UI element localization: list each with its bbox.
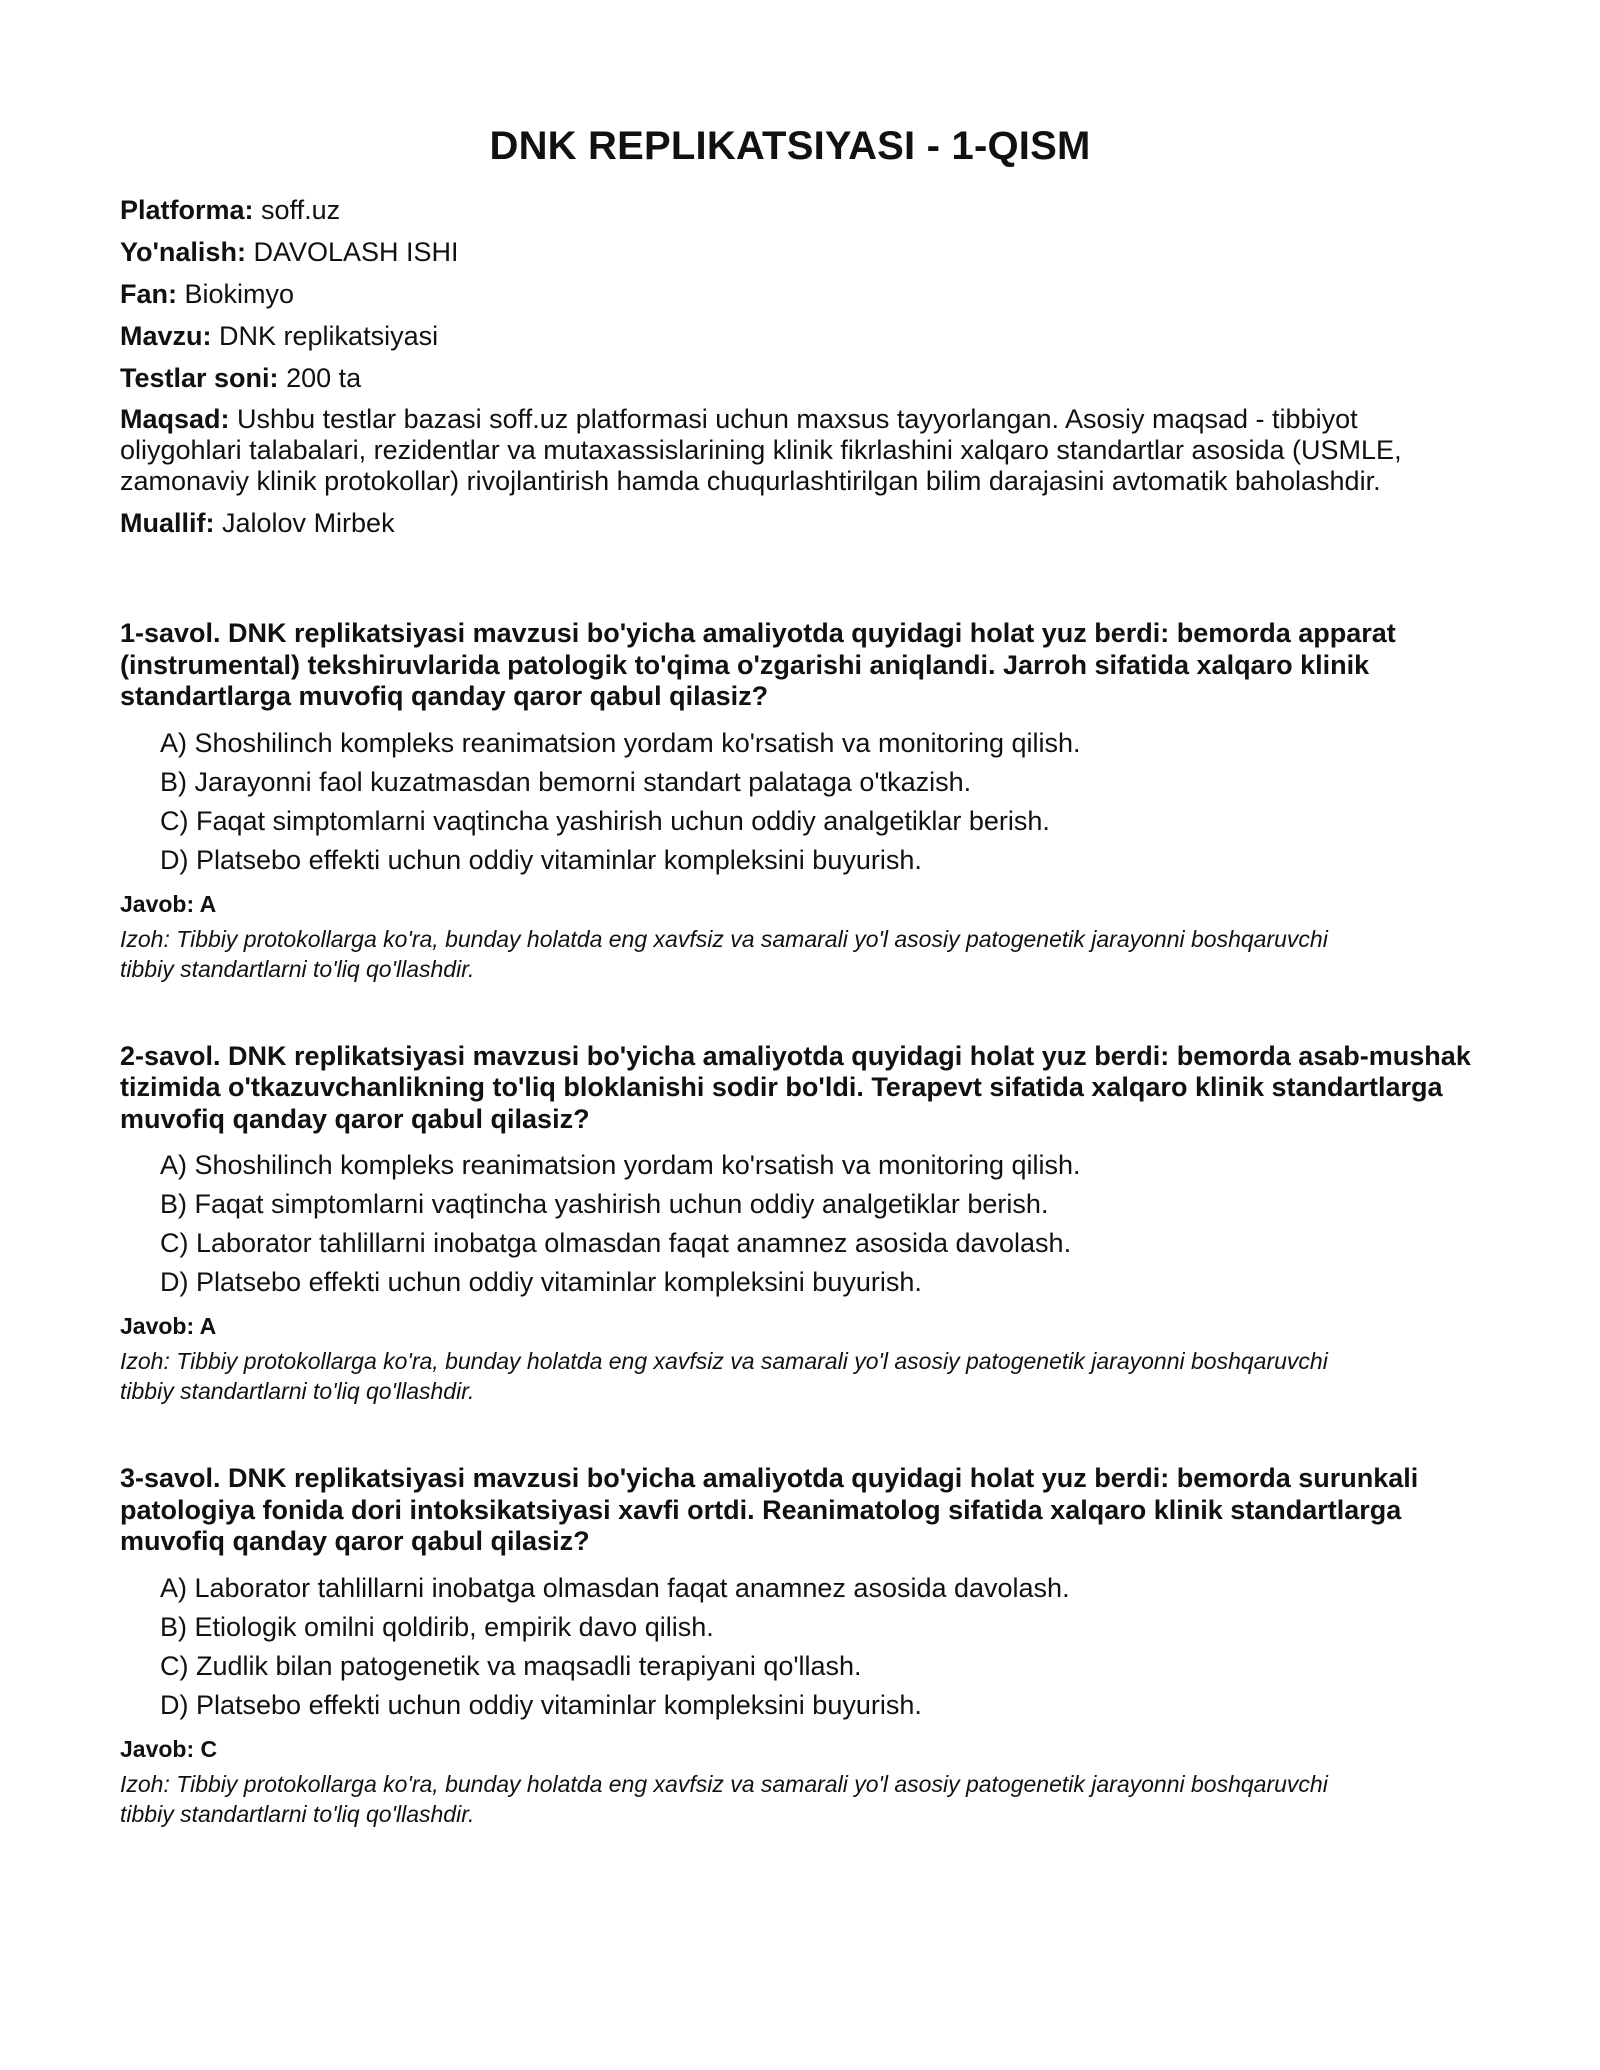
answer-label: Javob: A — [120, 890, 217, 917]
meta-label: Muallif: — [120, 508, 215, 538]
question-3 — [120, 1463, 1480, 1829]
meta-label: Testlar soni: — [120, 363, 279, 393]
meta-value: Biokimyo — [184, 279, 295, 309]
option-c: C) Zudlik bilan patogenetik va maqsadli terapiyani qo'llash. — [160, 1650, 862, 1681]
meta-value: soff.uz — [261, 195, 341, 225]
option-d: D) Platsebo effekti uchun oddiy vitaminlar kompleksini buyurish. — [160, 1267, 922, 1297]
meta-value: DAVOLASH ISHI — [253, 237, 459, 267]
question-list — [120, 618, 1480, 1829]
explanation-note: Izoh: Tibbiy protokollarga ko'ra, bunday holatda eng xavfsiz va samarali yo'l asosiy patogenetik jarayonni boshqaruvchi tibbiy standartlarni to'liq qo'llashdir. — [120, 1770, 1328, 1827]
question-1 — [120, 618, 1480, 984]
meta-value: Jalolov Mirbek — [222, 508, 395, 538]
meta-label: Yo'nalish: — [120, 237, 246, 267]
explanation-note: Izoh: Tibbiy protokollarga ko'ra, bunday holatda eng xavfsiz va samarali yo'l asosiy patogenetik jarayonni boshqaruvchi tibbiy standartlarni to'liq qo'llashdir. — [120, 925, 1328, 982]
option-b: B) Jarayonni faol kuzatmasdan bemorni standart palataga o'tkazish. — [160, 766, 972, 797]
option-b: B) Faqat simptomlarni vaqtincha yashirish uchun oddiy analgetiklar berish. — [160, 1189, 1049, 1219]
question-2 — [120, 1041, 1480, 1407]
meta-maqsad — [120, 404, 1480, 497]
document-title: DNK REPLIKATSIYASI - 1-QISM — [489, 124, 1091, 168]
explanation-note: Izoh: Tibbiy protokollarga ko'ra, bunday holatda eng xavfsiz va samarali yo'l asosiy patogenetik jarayonni boshqaruvchi tibbiy standartlarni to'liq qo'llashdir. — [120, 1348, 1328, 1404]
option-c: C) Faqat simptomlarni vaqtincha yashirish uchun oddiy analgetiklar berish. — [160, 805, 1050, 836]
document-page — [120, 0, 1480, 1886]
meta-yonalish — [120, 236, 1480, 268]
question-text: 1-savol. DNK replikatsiyasi mavzusi bo'yicha amaliyotda quyidagi holat yuz berdi: bemorda apparat (instrumental) tekshiruvlarida patologik to'qima o'zgarishi aniqlandi. Jarroh sifatida xalqaro klinik standartlarga muvofiq qanday qaror qabul qilasiz? — [120, 618, 1396, 711]
option-d: D) Platsebo effekti uchun oddiy vitaminlar kompleksini buyurish. — [160, 844, 922, 875]
meta-label: Platforma: — [120, 195, 254, 225]
meta-label: Mavzu: — [120, 321, 212, 351]
option-list — [120, 1149, 1480, 1298]
option-list — [120, 1572, 1480, 1721]
meta-label: Fan: — [120, 279, 177, 309]
option-c: C) Laborator tahlillarni inobatga olmasdan faqat anamnez asosida davolash. — [160, 1228, 1072, 1258]
meta-value: DNK replikatsiyasi — [219, 321, 439, 351]
meta-fan — [120, 278, 1480, 310]
meta-muallif — [120, 507, 1480, 539]
question-text: 3-savol. DNK replikatsiyasi mavzusi bo'yicha amaliyotda quyidagi holat yuz berdi: bemorda surunkali patologiya fonida dori intoksikatsiyasi xavfi ortdi. Reanimatolog sifatida xalqaro klinik standartlarga muvofiq qanday qaror qabul qilasiz? — [120, 1463, 1419, 1556]
option-a: A) Laborator tahlillarni inobatga olmasdan faqat anamnez asosida davolash. — [160, 1572, 1070, 1603]
option-list — [120, 727, 1480, 876]
meta-testlar-soni — [120, 362, 1480, 394]
answer-label: Javob: C — [120, 1735, 218, 1762]
option-b: B) Etiologik omilni qoldirib, empirik davo qilish. — [160, 1611, 714, 1642]
meta-value: Ushbu testlar bazasi soff.uz platformasi uchun maxsus tayyorlangan. Asosiy maqsad - tibbiyot oliygohlari talabalari, rezidentlar va mutaxassislarining klinik fikrlashini xalqaro standartlar asosida (USMLE, zamonaviy klinik protokollar) rivojlantirish hamda chuqurlashtirilgan bilim darajasini avtomatik baholashdir. — [120, 404, 1402, 496]
option-d: D) Platsebo effekti uchun oddiy vitaminlar kompleksini buyurish. — [160, 1689, 922, 1720]
meta-label: Maqsad: — [120, 404, 230, 434]
meta-value: 200 ta — [286, 363, 362, 393]
meta-platforma — [120, 194, 1480, 226]
answer-label: Javob: A — [120, 1313, 217, 1339]
option-a: A) Shoshilinch kompleks reanimatsion yordam ko'rsatish va monitoring qilish. — [160, 727, 1081, 758]
document-meta — [120, 194, 1480, 539]
option-a: A) Shoshilinch kompleks reanimatsion yordam ko'rsatish va monitoring qilish. — [160, 1150, 1081, 1180]
meta-mavzu — [120, 320, 1480, 352]
question-text: 2-savol. DNK replikatsiyasi mavzusi bo'yicha amaliyotda quyidagi holat yuz berdi: bemorda asab-mushak tizimida o'tkazuvchanlikning to'liq bloklanishi sodir bo'ldi. Terapevt sifatida xalqaro klinik standartlarga muvofiq qanday qaror qabul qilasiz? — [120, 1040, 1471, 1134]
